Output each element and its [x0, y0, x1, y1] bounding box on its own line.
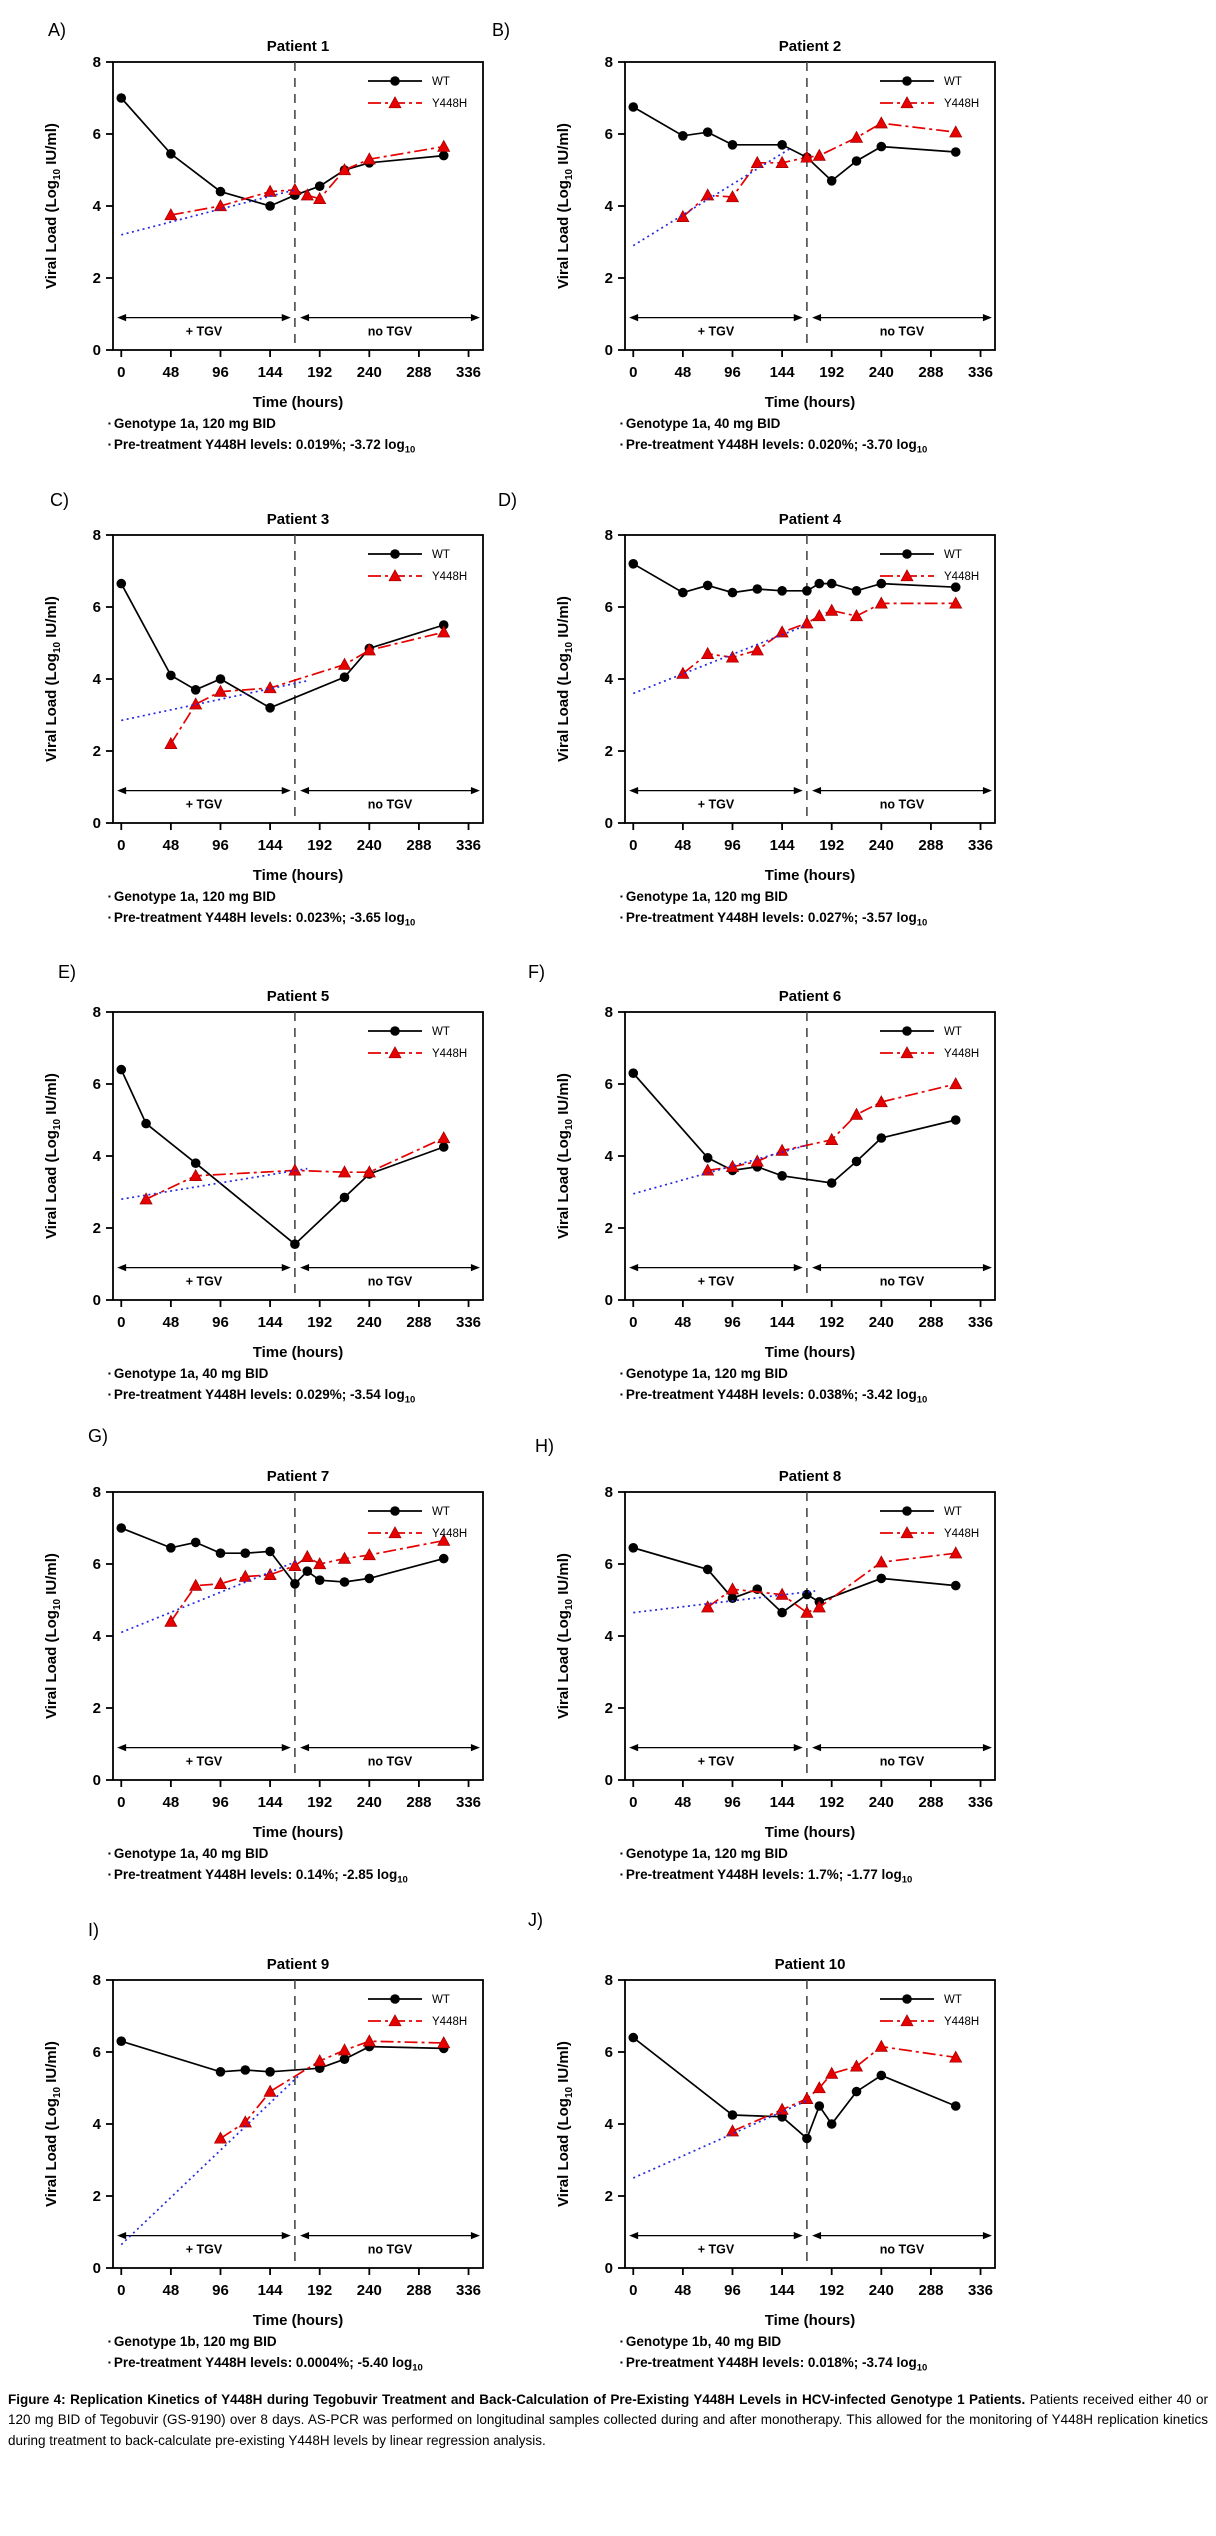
svg-text:+ TGV: + TGV — [185, 2242, 223, 2257]
bullet-icon: ▪ — [108, 1369, 111, 1378]
svg-text:144: 144 — [769, 1314, 795, 1331]
svg-text:Time (hours): Time (hours) — [252, 394, 344, 411]
svg-text:Time (hours): Time (hours) — [764, 1344, 856, 1361]
svg-text:Y448H: Y448H — [944, 98, 980, 110]
svg-text:336: 336 — [968, 364, 994, 381]
svg-text:144: 144 — [257, 1794, 283, 1811]
patient-8-chart — [552, 1445, 1057, 1848]
log-subscript: 10 — [916, 444, 928, 456]
svg-text:192: 192 — [819, 2282, 845, 2299]
svg-text:96: 96 — [212, 837, 229, 854]
figure-caption — [8, 2390, 1208, 2451]
svg-text:WT: WT — [432, 549, 450, 561]
svg-text:4: 4 — [604, 2116, 613, 2133]
svg-text:Viral Load (Log10 IU/ml): Viral Load (Log$_{10}$ IU/ml) — [43, 1073, 63, 1239]
svg-text:WT: WT — [944, 549, 962, 561]
bullet-icon: ▪ — [108, 1849, 111, 1858]
svg-text:Viral Load (Log10 IU/ml): Viral Load (Log$_{10}$ IU/ml) — [43, 123, 63, 289]
svg-text:no TGV: no TGV — [879, 1274, 925, 1289]
pretreatment-note: ▪ Pre-treatment Y448H levels: 0.018%; -3.74 $\log_{10}$ — [620, 2355, 928, 2374]
svg-text:no TGV: no TGV — [879, 1754, 925, 1769]
svg-text:Viral Load (Log10 IU/ml): Viral Load (Log$_{10}$ IU/ml) — [43, 1553, 63, 1719]
bullet-icon: ▪ — [620, 419, 623, 428]
svg-text:2: 2 — [604, 270, 613, 287]
panel-label-d: D) — [498, 490, 517, 510]
svg-text:48: 48 — [162, 1794, 180, 1811]
svg-text:240: 240 — [356, 1314, 382, 1331]
svg-text:8: 8 — [604, 1484, 613, 1501]
bullet-icon: ▪ — [108, 892, 111, 901]
panel-patient-8 — [552, 1445, 1112, 1915]
svg-text:96: 96 — [724, 364, 741, 381]
svg-text:8: 8 — [92, 1972, 101, 1989]
svg-text:2: 2 — [604, 1700, 613, 1717]
svg-text:2: 2 — [92, 1700, 101, 1717]
svg-text:48: 48 — [674, 1314, 692, 1331]
svg-text:0: 0 — [604, 1772, 613, 1789]
svg-text:144: 144 — [769, 2282, 795, 2299]
panel-patient-9 — [40, 1933, 600, 2403]
bullet-icon: ▪ — [620, 892, 623, 901]
svg-text:240: 240 — [356, 2282, 382, 2299]
svg-text:144: 144 — [769, 837, 795, 854]
panel-label-a: A) — [48, 20, 66, 40]
svg-text:0: 0 — [117, 364, 126, 381]
svg-text:96: 96 — [724, 1314, 741, 1331]
svg-text:8: 8 — [604, 1972, 613, 1989]
svg-text:Viral Load (Log10 IU/ml): Viral Load (Log$_{10}$ IU/ml) — [555, 1073, 575, 1239]
svg-text:Y448H: Y448H — [944, 571, 980, 583]
svg-text:288: 288 — [406, 2282, 432, 2299]
svg-text:Patient 1: Patient 1 — [266, 38, 330, 55]
svg-text:336: 336 — [968, 837, 994, 854]
pretreatment-note: ▪ Pre-treatment Y448H levels: 0.027%; -3.57 $\log_{10}$ — [620, 910, 928, 929]
svg-text:288: 288 — [406, 364, 432, 381]
svg-text:0: 0 — [604, 342, 613, 359]
log-subscript: 10 — [397, 1874, 408, 1886]
bullet-icon: ▪ — [108, 440, 111, 449]
panel-label-e: E) — [58, 962, 76, 982]
log-subscript: 10 — [901, 1874, 913, 1886]
svg-text:4: 4 — [604, 1148, 613, 1165]
svg-text:Time (hours): Time (hours) — [764, 2312, 856, 2329]
svg-text:0: 0 — [92, 2260, 101, 2277]
svg-text:WT: WT — [432, 1026, 450, 1038]
svg-text:WT: WT — [432, 1506, 450, 1518]
svg-text:+ TGV: + TGV — [697, 1274, 735, 1289]
svg-text:0: 0 — [92, 342, 101, 359]
svg-text:no TGV: no TGV — [879, 324, 925, 339]
svg-text:6: 6 — [604, 1076, 613, 1093]
svg-text:Y448H: Y448H — [432, 1528, 468, 1540]
svg-text:WT: WT — [432, 1994, 450, 2006]
svg-text:Y448H: Y448H — [944, 2016, 980, 2028]
svg-text:144: 144 — [769, 1794, 795, 1811]
svg-text:48: 48 — [674, 1794, 692, 1811]
svg-text:240: 240 — [868, 1794, 894, 1811]
svg-text:96: 96 — [724, 1794, 741, 1811]
log-subscript: 10 — [412, 2362, 423, 2374]
svg-text:0: 0 — [117, 1794, 126, 1811]
svg-text:Patient 5: Patient 5 — [266, 988, 330, 1005]
patient-1-notes — [108, 413, 588, 461]
svg-text:WT: WT — [944, 1026, 962, 1038]
bullet-icon: ▪ — [620, 1870, 623, 1879]
svg-text:48: 48 — [674, 837, 692, 854]
bullet-icon: ▪ — [108, 1390, 111, 1399]
panel-patient-2 — [552, 15, 1112, 485]
patient-7-chart — [40, 1445, 545, 1848]
panel-label-f: F) — [528, 962, 545, 982]
svg-text:336: 336 — [968, 1794, 994, 1811]
svg-text:0: 0 — [629, 837, 638, 854]
svg-text:0: 0 — [604, 815, 613, 832]
svg-text:Viral Load (Log10 IU/ml): Viral Load (Log$_{10}$ IU/ml) — [555, 123, 575, 289]
svg-text:96: 96 — [724, 2282, 741, 2299]
svg-text:144: 144 — [257, 837, 283, 854]
patient-6-chart — [552, 965, 1057, 1368]
svg-text:6: 6 — [92, 1076, 101, 1093]
svg-text:+ TGV: + TGV — [697, 797, 735, 812]
svg-text:no TGV: no TGV — [367, 1274, 413, 1289]
log-subscript: 10 — [916, 1394, 928, 1406]
svg-text:Time (hours): Time (hours) — [252, 867, 344, 884]
svg-text:+ TGV: + TGV — [697, 2242, 735, 2257]
svg-text:336: 336 — [968, 2282, 994, 2299]
svg-text:192: 192 — [819, 837, 845, 854]
svg-text:336: 336 — [456, 837, 482, 854]
bullet-icon: ▪ — [620, 2337, 623, 2346]
svg-text:Patient 4: Patient 4 — [778, 511, 842, 528]
panel-patient-10 — [552, 1933, 1112, 2403]
patient-5-chart — [40, 965, 545, 1368]
patient-7-notes — [108, 1843, 588, 1891]
svg-text:+ TGV: + TGV — [697, 324, 735, 339]
svg-text:4: 4 — [92, 2116, 101, 2133]
svg-text:+ TGV: + TGV — [185, 324, 223, 339]
svg-text:Y448H: Y448H — [944, 1048, 980, 1060]
svg-text:192: 192 — [819, 1314, 845, 1331]
panel-label-i: I) — [88, 1920, 99, 1940]
svg-text:48: 48 — [674, 2282, 692, 2299]
svg-text:0: 0 — [117, 1314, 126, 1331]
bullet-icon: ▪ — [108, 2358, 111, 2367]
svg-text:240: 240 — [868, 2282, 894, 2299]
log-subscript: 10 — [404, 917, 416, 929]
svg-text:WT: WT — [944, 1994, 962, 2006]
svg-text:+ TGV: + TGV — [185, 797, 223, 812]
bullet-icon: ▪ — [620, 913, 623, 922]
svg-text:8: 8 — [92, 527, 101, 544]
svg-text:288: 288 — [406, 837, 432, 854]
svg-text:6: 6 — [604, 126, 613, 143]
svg-text:0: 0 — [92, 1772, 101, 1789]
svg-text:Y448H: Y448H — [432, 98, 468, 110]
svg-text:no TGV: no TGV — [367, 324, 413, 339]
svg-text:Viral Load (Log10 IU/ml): Viral Load (Log$_{10}$ IU/ml) — [555, 596, 575, 762]
panel-label-g: G) — [88, 1426, 108, 1446]
svg-text:96: 96 — [212, 1314, 229, 1331]
svg-text:WT: WT — [432, 76, 450, 88]
bullet-icon: ▪ — [620, 2358, 623, 2367]
svg-text:Time (hours): Time (hours) — [764, 394, 856, 411]
svg-text:0: 0 — [92, 1292, 101, 1309]
patient-9-notes — [108, 2331, 588, 2379]
svg-text:144: 144 — [257, 1314, 283, 1331]
patient-2-notes — [620, 413, 1100, 461]
svg-text:WT: WT — [944, 76, 962, 88]
svg-text:192: 192 — [307, 1794, 333, 1811]
panel-label-c: C) — [50, 490, 69, 510]
svg-text:Y448H: Y448H — [432, 571, 468, 583]
svg-text:2: 2 — [604, 743, 613, 760]
svg-text:288: 288 — [918, 837, 944, 854]
svg-text:192: 192 — [307, 1314, 333, 1331]
svg-text:96: 96 — [212, 1794, 229, 1811]
genotype-note: ▪ Genotype 1a, 120 mg BID — [620, 889, 788, 904]
patient-8-notes — [620, 1843, 1100, 1891]
svg-text:96: 96 — [724, 837, 741, 854]
svg-text:Time (hours): Time (hours) — [764, 1824, 856, 1841]
svg-text:6: 6 — [604, 2044, 613, 2061]
svg-text:Viral Load (Log10 IU/ml): Viral Load (Log$_{10}$ IU/ml) — [555, 1553, 575, 1719]
svg-text:0: 0 — [117, 2282, 126, 2299]
panel-label-j: J) — [528, 1910, 543, 1930]
svg-text:336: 336 — [456, 364, 482, 381]
svg-text:48: 48 — [674, 364, 692, 381]
svg-text:2: 2 — [92, 1220, 101, 1237]
svg-text:4: 4 — [604, 1628, 613, 1645]
svg-text:288: 288 — [918, 2282, 944, 2299]
svg-text:Patient 9: Patient 9 — [266, 1956, 330, 1973]
svg-text:240: 240 — [868, 837, 894, 854]
svg-text:336: 336 — [456, 1794, 482, 1811]
svg-text:240: 240 — [356, 364, 382, 381]
svg-text:288: 288 — [406, 1314, 432, 1331]
svg-text:no TGV: no TGV — [367, 797, 413, 812]
svg-text:8: 8 — [92, 54, 101, 71]
pretreatment-note: ▪ Pre-treatment Y448H levels: 0.023%; -3.65 $\log_{10}$ — [108, 910, 416, 929]
patient-6-notes — [620, 1363, 1100, 1411]
svg-text:6: 6 — [604, 599, 613, 616]
genotype-note: ▪ Genotype 1a, 120 mg BID — [620, 1846, 788, 1861]
svg-text:192: 192 — [819, 364, 845, 381]
svg-text:Time (hours): Time (hours) — [252, 1344, 344, 1361]
svg-text:Y448H: Y448H — [432, 1048, 468, 1060]
svg-text:Patient 10: Patient 10 — [774, 1956, 846, 1973]
svg-text:6: 6 — [92, 2044, 101, 2061]
pretreatment-note: ▪ Pre-treatment Y448H levels: 0.029%; -3.54 $\log_{10}$ — [108, 1387, 416, 1406]
pretreatment-note: ▪ Pre-treatment Y448H levels: 0.0004%; -5.40 $\log_{10}$ — [108, 2355, 423, 2374]
log-subscript: 10 — [916, 2362, 928, 2374]
svg-text:96: 96 — [212, 2282, 229, 2299]
svg-text:4: 4 — [92, 671, 101, 688]
svg-text:Time (hours): Time (hours) — [252, 2312, 344, 2329]
panel-label-h: H) — [535, 1436, 554, 1456]
svg-text:6: 6 — [92, 599, 101, 616]
genotype-note: ▪ Genotype 1b, 120 mg BID — [108, 2334, 277, 2349]
patient-2-chart — [552, 15, 1057, 418]
panel-patient-4 — [552, 488, 1112, 958]
patient-4-chart — [552, 488, 1057, 891]
svg-text:192: 192 — [307, 2282, 333, 2299]
svg-text:no TGV: no TGV — [367, 1754, 413, 1769]
svg-text:336: 336 — [456, 2282, 482, 2299]
svg-text:0: 0 — [604, 2260, 613, 2277]
svg-text:0: 0 — [629, 2282, 638, 2299]
genotype-note: ▪ Genotype 1a, 120 mg BID — [108, 889, 276, 904]
svg-text:8: 8 — [92, 1484, 101, 1501]
caption-rest: Patients received either 40 or 120 mg BID of Tegobuvir (GS-9190) over 8 days. AS-PCR was performed on longitudinal samples collected during and after monotherapy. This allowed for the monitoring of Y448H replication kinetics during treatment to back-calculate pre-existing Y448H levels by linear regression analysis. — [8, 2392, 1208, 2448]
svg-text:Patient 7: Patient 7 — [266, 1468, 330, 1485]
genotype-note: ▪ Genotype 1a, 120 mg BID — [620, 1366, 788, 1381]
svg-text:336: 336 — [456, 1314, 482, 1331]
svg-text:Viral Load (Log10 IU/ml): Viral Load (Log$_{10}$ IU/ml) — [43, 596, 63, 762]
log-subscript: 10 — [404, 444, 416, 456]
svg-text:2: 2 — [92, 743, 101, 760]
svg-text:0: 0 — [629, 1314, 638, 1331]
svg-text:240: 240 — [356, 1794, 382, 1811]
pretreatment-note: ▪ Pre-treatment Y448H levels: 1.7%; -1.77 $\log_{10}$ — [620, 1867, 913, 1886]
svg-text:0: 0 — [92, 815, 101, 832]
svg-text:144: 144 — [257, 364, 283, 381]
svg-text:288: 288 — [918, 1314, 944, 1331]
svg-text:2: 2 — [92, 2188, 101, 2205]
svg-text:Patient 3: Patient 3 — [266, 511, 330, 528]
log-subscript: 10 — [404, 1394, 416, 1406]
svg-text:+ TGV: + TGV — [185, 1274, 223, 1289]
bullet-icon: ▪ — [620, 1390, 623, 1399]
bullet-icon: ▪ — [620, 440, 623, 449]
svg-text:WT: WT — [944, 1506, 962, 1518]
patient-10-chart — [552, 1933, 1057, 2336]
svg-text:48: 48 — [162, 837, 180, 854]
svg-text:288: 288 — [406, 1794, 432, 1811]
panel-patient-1 — [40, 15, 600, 485]
svg-text:no TGV: no TGV — [367, 2242, 413, 2257]
svg-text:144: 144 — [769, 364, 795, 381]
svg-text:no TGV: no TGV — [879, 797, 925, 812]
svg-text:0: 0 — [629, 364, 638, 381]
bullet-icon: ▪ — [620, 1849, 623, 1858]
genotype-note: ▪ Genotype 1b, 40 mg BID — [620, 2334, 782, 2349]
patient-3-chart — [40, 488, 545, 891]
patient-3-notes — [108, 886, 588, 934]
svg-text:240: 240 — [868, 1314, 894, 1331]
svg-text:+ TGV: + TGV — [185, 1754, 223, 1769]
svg-text:2: 2 — [604, 1220, 613, 1237]
svg-text:192: 192 — [307, 364, 333, 381]
svg-text:240: 240 — [868, 364, 894, 381]
svg-text:Viral Load (Log10 IU/ml): Viral Load (Log$_{10}$ IU/ml) — [555, 2041, 575, 2207]
svg-text:Patient 2: Patient 2 — [778, 38, 842, 55]
svg-text:Patient 6: Patient 6 — [778, 988, 842, 1005]
bullet-icon: ▪ — [108, 913, 111, 922]
patient-9-chart — [40, 1933, 545, 2336]
genotype-note: ▪ Genotype 1a, 40 mg BID — [108, 1846, 269, 1861]
panel-patient-5 — [40, 965, 600, 1435]
svg-text:Y448H: Y448H — [432, 2016, 468, 2028]
svg-text:8: 8 — [604, 1004, 613, 1021]
patient-1-chart — [40, 15, 545, 418]
genotype-note: ▪ Genotype 1a, 120 mg BID — [108, 416, 276, 431]
svg-text:8: 8 — [604, 527, 613, 544]
svg-text:+ TGV: + TGV — [697, 1754, 735, 1769]
svg-text:6: 6 — [604, 1556, 613, 1573]
svg-text:96: 96 — [212, 364, 229, 381]
svg-text:6: 6 — [92, 126, 101, 143]
genotype-note: ▪ Genotype 1a, 40 mg BID — [620, 416, 781, 431]
patient-10-notes — [620, 2331, 1100, 2379]
svg-text:4: 4 — [604, 198, 613, 215]
svg-text:Y448H: Y448H — [944, 1528, 980, 1540]
svg-text:2: 2 — [92, 270, 101, 287]
bullet-icon: ▪ — [108, 1870, 111, 1879]
pretreatment-note: ▪ Pre-treatment Y448H levels: 0.038%; -3.42 $\log_{10}$ — [620, 1387, 928, 1406]
svg-text:0: 0 — [629, 1794, 638, 1811]
bullet-icon: ▪ — [620, 1369, 623, 1378]
svg-text:4: 4 — [92, 198, 101, 215]
genotype-note: ▪ Genotype 1a, 40 mg BID — [108, 1366, 269, 1381]
svg-text:4: 4 — [92, 1628, 101, 1645]
pretreatment-note: ▪ Pre-treatment Y448H levels: 0.019%; -3.72 $\log_{10}$ — [108, 437, 416, 456]
svg-text:8: 8 — [604, 54, 613, 71]
svg-text:4: 4 — [92, 1148, 101, 1165]
pretreatment-note: ▪ Pre-treatment Y448H levels: 0.14%; -2.85 $\log_{10}$ — [108, 1867, 408, 1886]
svg-text:no TGV: no TGV — [879, 2242, 925, 2257]
svg-text:48: 48 — [162, 1314, 180, 1331]
svg-text:48: 48 — [162, 2282, 180, 2299]
patient-4-notes — [620, 886, 1100, 934]
svg-text:144: 144 — [257, 2282, 283, 2299]
svg-text:Patient 8: Patient 8 — [778, 1468, 842, 1485]
svg-text:6: 6 — [92, 1556, 101, 1573]
svg-text:192: 192 — [307, 837, 333, 854]
svg-text:288: 288 — [918, 364, 944, 381]
svg-text:2: 2 — [604, 2188, 613, 2205]
patient-5-notes — [108, 1363, 588, 1411]
panel-patient-6 — [552, 965, 1112, 1435]
svg-text:288: 288 — [918, 1794, 944, 1811]
panel-label-b: B) — [492, 20, 510, 40]
panel-patient-3 — [40, 488, 600, 958]
bullet-icon: ▪ — [108, 419, 111, 428]
svg-text:Time (hours): Time (hours) — [252, 1824, 344, 1841]
svg-text:0: 0 — [117, 837, 126, 854]
svg-text:240: 240 — [356, 837, 382, 854]
svg-text:48: 48 — [162, 364, 180, 381]
svg-text:0: 0 — [604, 1292, 613, 1309]
svg-text:Time (hours): Time (hours) — [764, 867, 856, 884]
svg-text:192: 192 — [819, 1794, 845, 1811]
svg-text:Viral Load (Log10 IU/ml): Viral Load (Log$_{10}$ IU/ml) — [43, 2041, 63, 2207]
log-subscript: 10 — [916, 917, 928, 929]
panel-patient-7 — [40, 1445, 600, 1915]
svg-text:336: 336 — [968, 1314, 994, 1331]
svg-text:4: 4 — [604, 671, 613, 688]
svg-text:8: 8 — [92, 1004, 101, 1021]
bullet-icon: ▪ — [108, 2337, 111, 2346]
caption-bold: Figure 4: Replication Kinetics of Y448H during Tegobuvir Treatment and Back-Calculation of Pre-Existing Y448H Levels in HCV-infected Genotype 1 Patients. — [8, 2392, 1026, 2407]
pretreatment-note: ▪ Pre-treatment Y448H levels: 0.020%; -3.70 $\log_{10}$ — [620, 437, 928, 456]
